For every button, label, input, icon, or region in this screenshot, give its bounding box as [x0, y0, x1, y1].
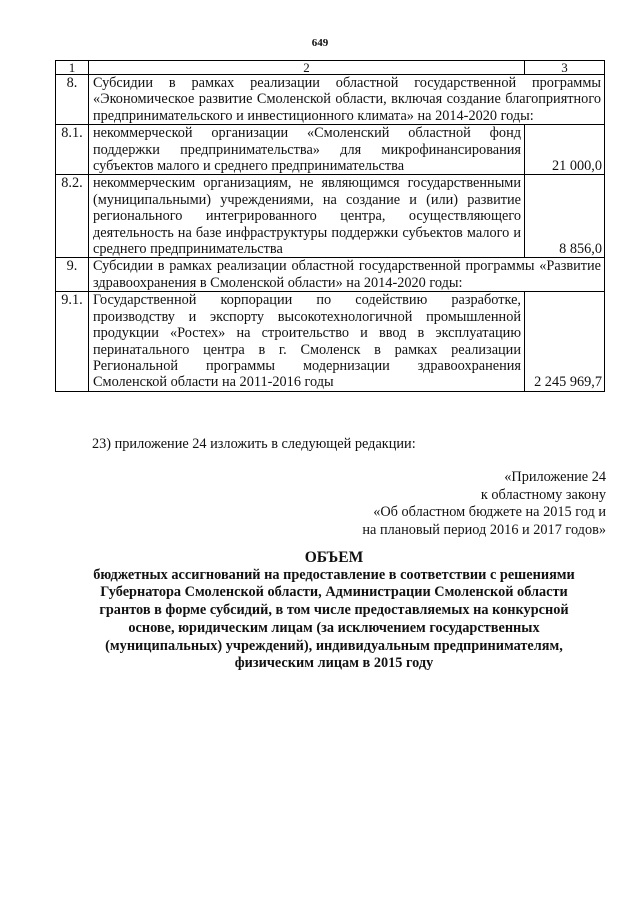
amendment-note: 23) приложение 24 изложить в следующей редакции:	[92, 436, 416, 452]
row-text: Государственной корпорации по содействию разработке, производству и экспорту высокотехнологичной промышленной продукции «Ростех» на строительство и ввод в эксплуатацию перинатального центра в г. Смоленск в рамках реализации Региональной программы модернизации здравоохранения Смоленской области на 2011-2016 годы	[89, 292, 525, 391]
title-line: основе, юридическим лицам (за исключением государственных	[128, 619, 540, 636]
header-col-3: 3	[525, 61, 605, 75]
header-col-2: 2	[89, 61, 525, 75]
row-value: 8 856,0	[525, 175, 605, 258]
title-line: грантов в форме субсидий, в том числе предоставляемых на конкурсной	[99, 602, 569, 619]
row-number: 8.	[56, 75, 89, 125]
table-row-9	[56, 258, 605, 292]
title-line: Губернатора Смоленской области, Администрации Смоленской области	[100, 584, 568, 601]
header-col-1: 1	[56, 61, 89, 75]
row-text: некоммерческой организации «Смоленский областной фонд поддержки предпринимательства» для микрофинансирования субъектов малого и среднего предпринимательства	[89, 125, 525, 175]
row-number: 8.1.	[56, 125, 89, 175]
row-number: 8.2.	[56, 175, 89, 258]
title-heading: ОБЪЕМ	[304, 549, 364, 566]
appendix-line: «Приложение 24	[504, 469, 606, 485]
row-value: 2 245 969,7	[525, 292, 605, 391]
row-text: некоммерческим организациям, не являющимся государственными (муниципальными) учреждениями, на создание и (или) развитие регионального интегрированного центра, осуществляющего деятельность на базе инфраструктуры поддержки субъектов малого и среднего предпринимательства	[89, 175, 525, 258]
title-line: физическим лицам в 2015 году	[234, 655, 434, 672]
table-row-8	[56, 75, 605, 125]
table-row-9-1	[56, 292, 605, 391]
row-value: 21 000,0	[525, 125, 605, 175]
document-title	[50, 549, 618, 673]
table-header-row	[56, 61, 605, 75]
title-line: бюджетных ассигнований на предоставление в соответствии с решениями	[93, 566, 575, 583]
table-row-8-1	[56, 125, 605, 175]
row-number: 9.1.	[56, 292, 89, 391]
appendix-line: на плановый период 2016 и 2017 годов»	[362, 522, 606, 539]
table-row-8-2	[56, 175, 605, 258]
page-number: 649	[311, 37, 329, 49]
appendix-line: «Об областном бюджете на 2015 год и	[373, 504, 606, 521]
subsidies-table	[55, 60, 605, 392]
title-line: (муниципальных) учреждений), индивидуальным предпринимателям,	[105, 637, 563, 654]
row-text: Субсидии в рамках реализации областной государственной программы «Развитие здравоохранения в Смоленской области» на 2014-2020 годы:	[89, 258, 605, 292]
row-text: Субсидии в рамках реализации областной государственной программы «Экономическое развитие Смоленской области, включая создание благоприятного предпринимательского и инвестиционного климата» на 2014-2020 годы:	[89, 75, 605, 125]
appendix-line: к областному закону	[480, 486, 606, 503]
appendix-reference	[362, 469, 606, 540]
row-number: 9.	[56, 258, 89, 292]
